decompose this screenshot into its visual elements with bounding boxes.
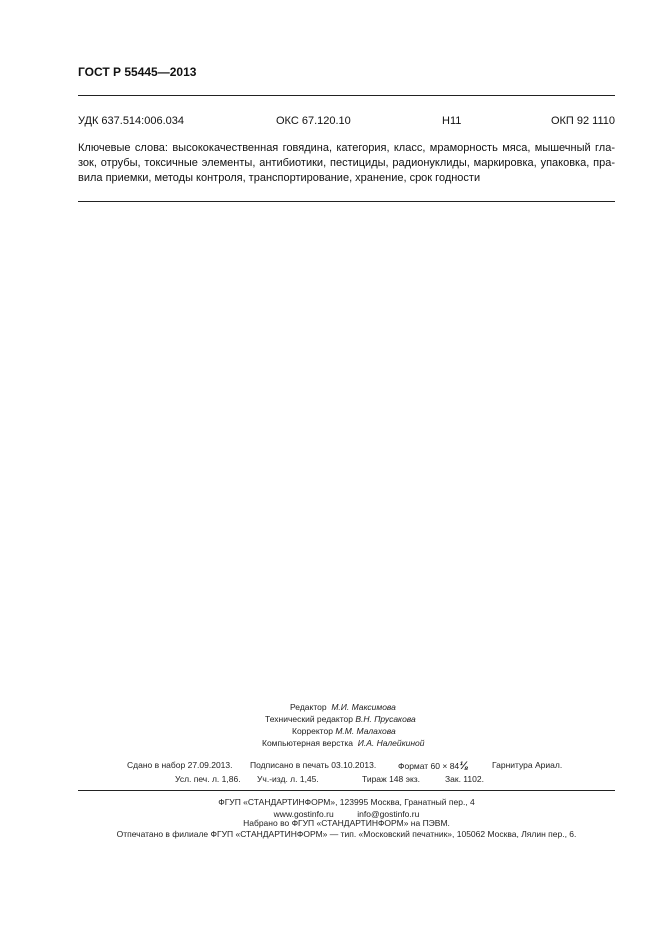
editor-name: М.И. Максимова [331, 702, 396, 712]
publisher-address: ФГУП «СТАНДАРТИНФОРМ», 123995 Москва, Гранатный пер., 4 [218, 797, 475, 807]
keywords-block [78, 141, 615, 186]
format-label: Формат 60 × 84 [398, 761, 460, 771]
circulation: Тираж 148 экз. [362, 774, 421, 784]
format-fraction: ⅛ [459, 760, 469, 772]
bottom-divider [78, 201, 615, 202]
group-code: Н11 [442, 115, 462, 127]
printed-note: Отпечатано в филиале ФГУП «СТАНДАРТИНФОРМ» — тип. «Московский печатник», 105062 Москва, Лялин пер., 6. [116, 829, 577, 839]
keywords-line: зок, отрубы, токсичные элементы, антибиотики, пестициды, радионуклиды, маркировка, упаковка, пра- [78, 157, 615, 169]
top-divider [78, 95, 615, 96]
publisher-email: info@gostinfo.ru [357, 809, 420, 819]
keywords-line: вила приемки, методы контроля, транспортирование, хранение, срок годности [78, 172, 481, 184]
oks-code: ОКС 67.120.10 [276, 115, 351, 127]
editor-credit: Редактор М.И. Максимова [290, 702, 396, 712]
imprint-divider [78, 790, 615, 791]
okp-code: ОКП 92 1110 [550, 115, 615, 127]
keywords-line: Ключевые слова: высококачественная говядина, категория, класс, мраморность мяса, мышечный гла- [78, 142, 615, 154]
corrector-name: М.М. Малахова [335, 726, 396, 736]
tech-editor-name: В.Н. Прусакова [355, 714, 416, 724]
signed-date: Подписано в печать 03.10.2013. [250, 760, 377, 770]
tech-editor-credit: Технический редактор В.Н. Прусакова [265, 714, 416, 724]
layout-name: И.А. Налейкиной [357, 738, 425, 748]
order-number: Зак. 1102. [445, 774, 484, 784]
standard-number: ГОСТ Р 55445—2013 [78, 65, 197, 79]
format [398, 760, 468, 772]
udk-code: УДК 637.514:006.034 [78, 115, 184, 127]
layout-credit: Компьютерная верстка И.А. Налейкиной [262, 738, 425, 748]
print-sheets: Усл. печ. л. 1,86. [175, 774, 241, 784]
publisher-sheets: Уч.-изд. л. 1,45. [257, 774, 319, 784]
submitted-date: Сдано в набор 27.09.2013. [127, 760, 233, 770]
corrector-credit: Корректор М.М. Малахова [292, 726, 396, 736]
typeset-note: Набрано во ФГУП «СТАНДАРТИНФОРМ» на ПЭВМ. [243, 818, 450, 828]
publisher-website: www.gostinfo.ru [273, 809, 334, 819]
font-info: Гарнитура Ариал. [492, 760, 563, 770]
